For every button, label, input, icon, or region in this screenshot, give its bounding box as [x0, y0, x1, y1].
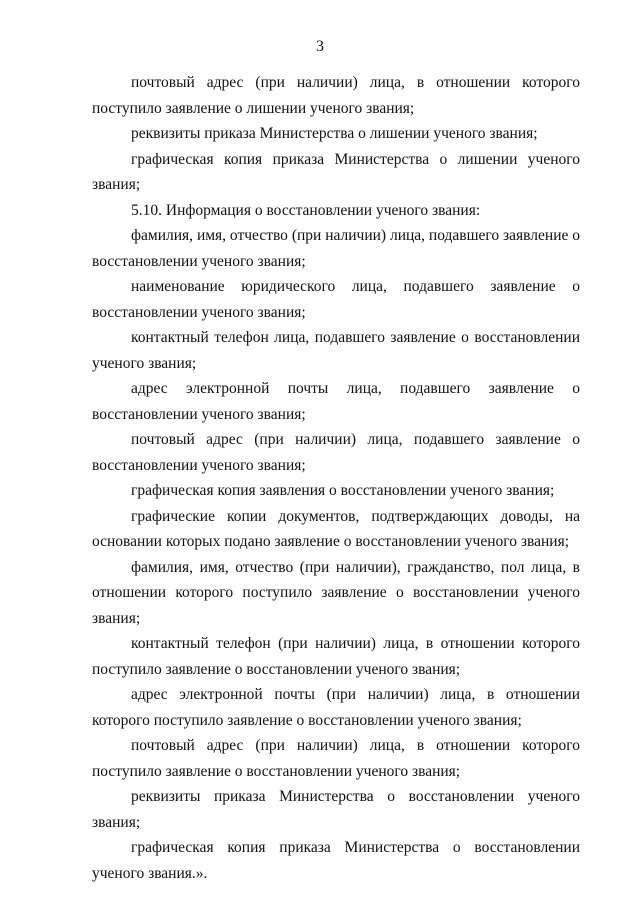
paragraph-applicant-email: адрес электронной почты лица, подавшего заявление о восстановлении ученого звания;: [92, 380, 580, 423]
paragraph-applicant-phone: контактный телефон лица, подавшего заявление о восстановлении ученого звания;: [92, 329, 580, 372]
document-body: [92, 70, 580, 886]
paragraph-subject-personal-data: фамилия, имя, отчество (при наличии), гражданство, пол лица, в отношении которого поступило заявление о восстановлении ученого звания;: [92, 558, 580, 627]
section-heading-5-10: 5.10. Информация о восстановлении ученого звания:: [131, 201, 481, 219]
paragraph-order-copy-restoration: графическая копия приказа Министерства о восстановлении ученого звания.».: [92, 839, 580, 882]
paragraph-supporting-documents: графические копии документов, подтверждающих доводы, на основании которых подано заявление о восстановлении ученого звания;: [92, 507, 580, 550]
paragraph-applicant-postal-address: почтовый адрес (при наличии) лица, подавшего заявление о восстановлении ученого звания;: [92, 431, 580, 474]
paragraph-subject-email: адрес электронной почты (при наличии) лица, в отношении которого поступило заявление о восстановлении ученого звания;: [92, 686, 580, 729]
paragraph-order-details-deprivation: реквизиты приказа Министерства о лишении ученого звания;: [131, 125, 538, 142]
page-number: 3: [316, 38, 324, 55]
paragraph-postal-address-deprivation: почтовый адрес (при наличии) лица, в отношении которого поступило заявление о лишении ученого звания;: [92, 74, 580, 117]
paragraph-order-copy-deprivation: графическая копия приказа Министерства о лишении ученого звания;: [92, 150, 580, 193]
paragraph-order-details-restoration: реквизиты приказа Министерства о восстановлении ученого звания;: [92, 788, 580, 831]
paragraph-subject-postal-address: почтовый адрес (при наличии) лица, в отношении которого поступило заявление о восстановлении ученого звания;: [92, 737, 580, 780]
paragraph-legal-entity-name: наименование юридического лица, подавшего заявление о восстановлении ученого звания;: [92, 278, 580, 321]
paragraph-application-copy: графическая копия заявления о восстановлении ученого звания;: [131, 482, 555, 499]
paragraph-applicant-name: фамилия, имя, отчество (при наличии) лица, подавшего заявление о восстановлении ученого звания;: [92, 227, 580, 270]
paragraph-subject-phone: контактный телефон (при наличии) лица, в отношении которого поступило заявление о восстановлении ученого звания;: [92, 635, 580, 678]
